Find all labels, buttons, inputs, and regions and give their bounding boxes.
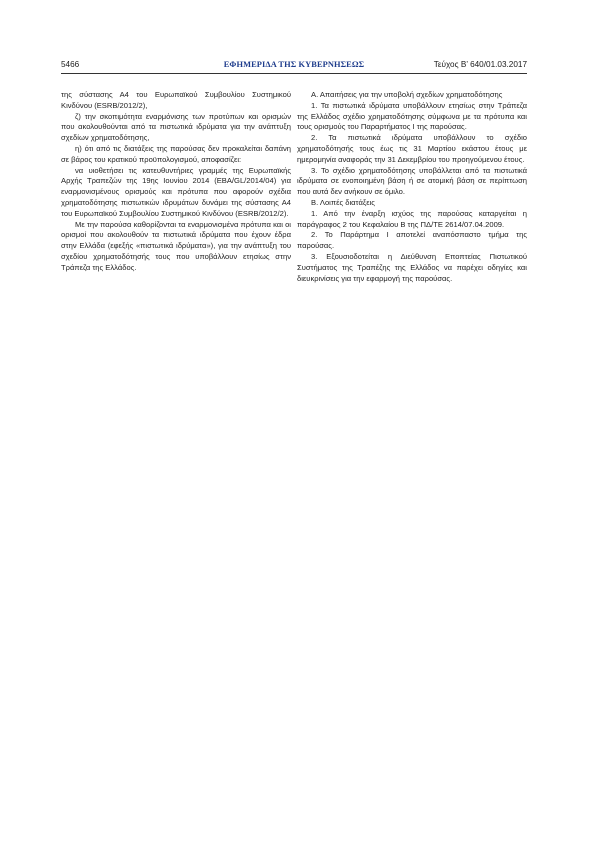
issue-reference: Τεύχος Β’ 640/01.03.2017 xyxy=(433,60,527,69)
header-rule xyxy=(61,73,527,74)
right-column xyxy=(297,90,527,284)
section-heading: Α. Απαιτήσεις για την υποβολή σχεδίων χρηματοδότησης xyxy=(311,90,503,99)
paragraph: 2. Το Παράρτημα Ι αποτελεί αναπόσπαστο τμήμα της παρούσας. xyxy=(297,230,527,251)
paragraph: 3. Το σχέδιο χρηματοδότησης υποβάλλεται από τα πιστωτικά ιδρύματα σε ενοποιημένη βάση ή σε ατομική βάση σε περίπτωση που αυτά δεν ανήκουν σε όμιλο. xyxy=(297,165,527,197)
paragraph: ζ) την σκοπιμότητα εναρμόνισης των προτύπων και ορισμών που ακολουθούνται από τα πιστωτικά ιδρύματα για την ανάπτυξη σχεδίων χρηματοδότησης, xyxy=(61,111,291,143)
page-number: 5466 xyxy=(61,60,80,69)
page-header xyxy=(61,57,527,73)
paragraph: 3. Εξουσιοδοτείται η Διεύθυνση Εποπτείας Πιστωτικού Συστήματος της Τραπέζης της Ελλάδος να παρέχει οδηγίες και διευκρινίσεις για την εφαρμογή της παρούσας. xyxy=(297,251,527,283)
paragraph: να υιοθετήσει τις κατευθυντήριες γραμμές της Ευρωπαϊκής Αρχής Τραπεζών της 19ης Ιουνίου 2014 (EBA/GL/2014/04) για εναρμονισμένους ορισμούς και πρότυπα που αφορούν σχέδια χρηματοδότησης πιστωτικών ιδρυμάτων δυνάμει της σύστασης Α4 του Ευρωπαϊκού Συμβουλίου Συστημικού Κινδύνου (ESRB/2012/2). xyxy=(61,165,291,218)
paragraph: η) ότι από τις διατάξεις της παρούσας δεν προκαλείται δαπάνη σε βάρος του κρατικού προϋπολογισμού, αποφασίζει: xyxy=(61,143,291,164)
gazette-title: ΕΦΗΜΕΡΙΔΑ ΤΗΣ ΚΥΒΕΡΝΗΣΕΩΣ xyxy=(223,60,365,69)
paragraph: 2. Τα πιστωτικά ιδρύματα υποβάλλουν το σχέδιο χρηματοδότησής τους έως τις 31 Μαρτίου εκάστου έτους με ημερομηνία αναφοράς την 31 Δεκεμβρίου του προηγούμενου έτους. xyxy=(297,133,527,164)
section-heading: Β. Λοιπές διατάξεις xyxy=(311,197,375,207)
paragraph: 1. Τα πιστωτικά ιδρύματα υποβάλλουν ετησίως στην Τράπεζα της Ελλάδος σχέδιο χρηματοδότησης σύμφωνα με τα πρότυπα και τους ορισμούς του Παραρτήματος Ι της παρούσας. xyxy=(297,100,527,132)
paragraph: 1. Από την έναρξη ισχύος της παρούσας καταργείται η παράγραφος 2 του Κεφαλαίου Β της ΠΔ/ΤΕ 2614/07.04.2009. xyxy=(297,208,527,229)
paragraph: της σύστασης Α4 του Ευρωπαϊκού Συμβουλίου Συστημικού Κινδύνου (ESRB/2012/2), xyxy=(61,90,291,110)
left-column xyxy=(61,90,291,274)
paragraph: Με την παρούσα καθορίζονται τα εναρμονισμένα πρότυπα και οι ορισμοί που ακολουθούν τα πιστωτικά ιδρύματα που έχουν έδρα στην Ελλάδα (εφεξής «πιστωτικά ιδρύματα»), για την ανάπτυξη του σχεδίου χρηματοδότησής τους που υποβάλλουν ετησίως στην Τράπεζα της Ελλάδος. xyxy=(61,219,291,272)
